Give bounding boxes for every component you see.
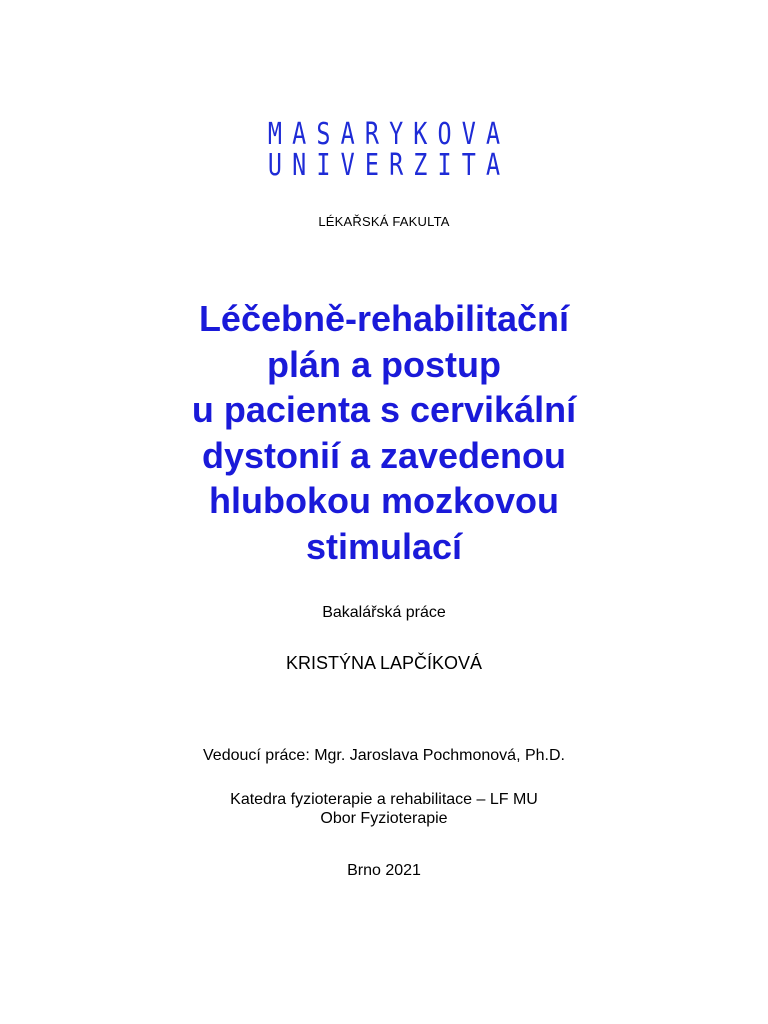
department-line-2: Obor Fyzioterapie [320,810,448,827]
author-name: KRISTÝNA LAPČÍKOVÁ [285,653,483,673]
department-line-1: Katedra fyzioterapie a rehabilitace – LF MU [230,791,538,808]
title-line-4: dystonií a zavedenou [201,434,567,476]
title-line-5: hlubokou mozkovou [209,480,559,521]
title-line-1: Léčebně-rehabilitační [198,298,570,339]
place-year: Brno 2021 [347,862,421,879]
university-name-line-2: UNIVERZITA [267,148,511,183]
supervisor: Vedoucí práce: Mgr. Jaroslava Pochmonová, Ph.D. [203,747,565,764]
thesis-title [0,296,768,569]
title-line-2: plán a postup [267,343,501,385]
title-line-6: stimulací [305,525,463,567]
title-line-3: u pacienta s cervikální [191,389,577,430]
faculty-name: LÉKAŘSKÁ FAKULTA [318,214,450,229]
department [0,790,768,828]
university-name-line-1: MASARYKOVA [267,117,511,152]
thesis-type: Bakalářská práce [322,604,446,621]
university-logo [0,117,768,183]
